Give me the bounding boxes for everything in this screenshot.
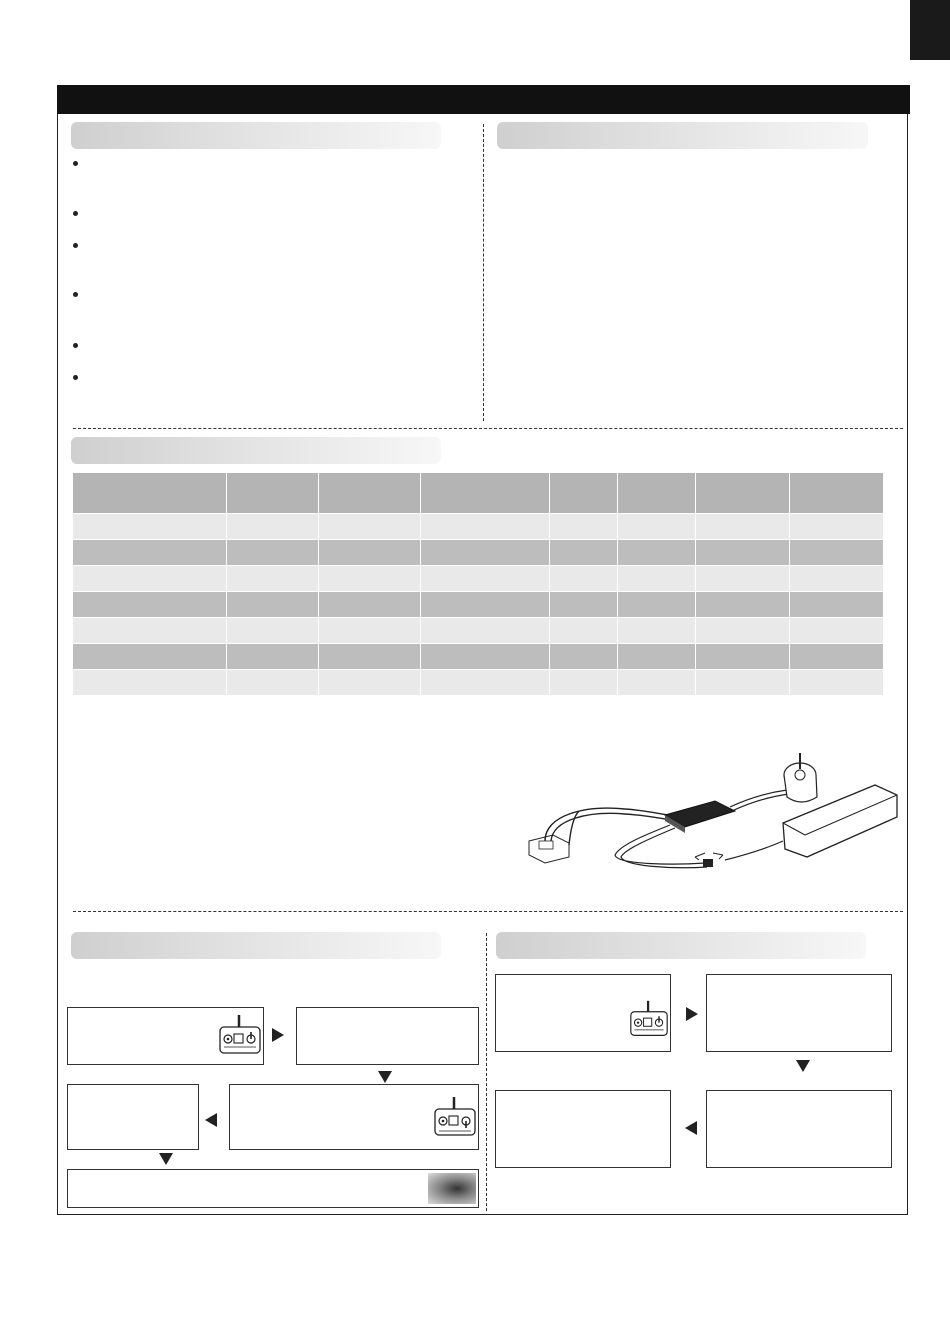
column-divider-bottom <box>486 933 487 1211</box>
arming-section-header <box>71 932 441 959</box>
calibration-step-1 <box>495 974 671 1052</box>
flow-arrow-right <box>686 1007 698 1021</box>
flow-step-5 <box>67 1169 479 1208</box>
table-header-cell <box>550 473 618 514</box>
calibration-step-4 <box>495 1090 671 1168</box>
transmitter-icon <box>433 1095 477 1139</box>
flow-step-3 <box>229 1084 479 1150</box>
table-row <box>73 618 884 644</box>
table-row <box>73 514 884 540</box>
table-header-row <box>73 473 884 514</box>
throttle-stick-gradient-icon <box>428 1173 476 1204</box>
right-section-header <box>497 122 868 149</box>
table-header-cell <box>319 473 421 514</box>
list-bullet <box>73 343 78 348</box>
horizontal-divider-1 <box>73 428 903 429</box>
spec-section-header <box>71 437 441 464</box>
horizontal-divider-2 <box>73 911 903 912</box>
calibration-step-3 <box>706 1090 892 1168</box>
table-header-cell <box>618 473 696 514</box>
flow-step-1 <box>67 1007 264 1065</box>
motor-icon <box>784 753 817 802</box>
list-bullet <box>73 292 78 297</box>
flow-step-2 <box>296 1007 479 1065</box>
table-header-cell <box>696 473 790 514</box>
flow-arrow-right <box>272 1028 284 1042</box>
list-bullet <box>73 211 78 216</box>
transmitter-icon <box>629 997 669 1041</box>
esc-wiring-illustration <box>525 745 900 885</box>
table-header-cell <box>790 473 884 514</box>
spec-table <box>73 473 884 696</box>
esc-icon <box>665 801 735 833</box>
calibration-section-header <box>496 932 866 959</box>
table-header-cell <box>227 473 319 514</box>
flow-step-4 <box>67 1084 199 1150</box>
calibration-step-2 <box>706 974 892 1052</box>
flow-arrow-left <box>205 1113 217 1127</box>
table-row <box>73 644 884 670</box>
table-header-cell <box>73 473 227 514</box>
table-row <box>73 566 884 592</box>
list-bullet <box>73 375 78 380</box>
flow-arrow-down <box>796 1060 810 1072</box>
flow-arrow-down <box>378 1071 392 1083</box>
receiver-connector-icon <box>529 835 569 863</box>
section-title-bar <box>57 85 910 114</box>
column-divider-top <box>483 124 484 421</box>
flow-arrow-down <box>159 1153 173 1165</box>
table-row <box>73 670 884 696</box>
table-row <box>73 592 884 618</box>
left-section-header <box>71 122 441 149</box>
table-row <box>73 540 884 566</box>
flow-arrow-left <box>685 1121 697 1135</box>
list-bullet <box>73 161 78 166</box>
list-bullet <box>73 243 78 248</box>
table-header-cell <box>421 473 550 514</box>
page-tab <box>910 0 950 60</box>
transmitter-icon <box>218 1013 262 1057</box>
